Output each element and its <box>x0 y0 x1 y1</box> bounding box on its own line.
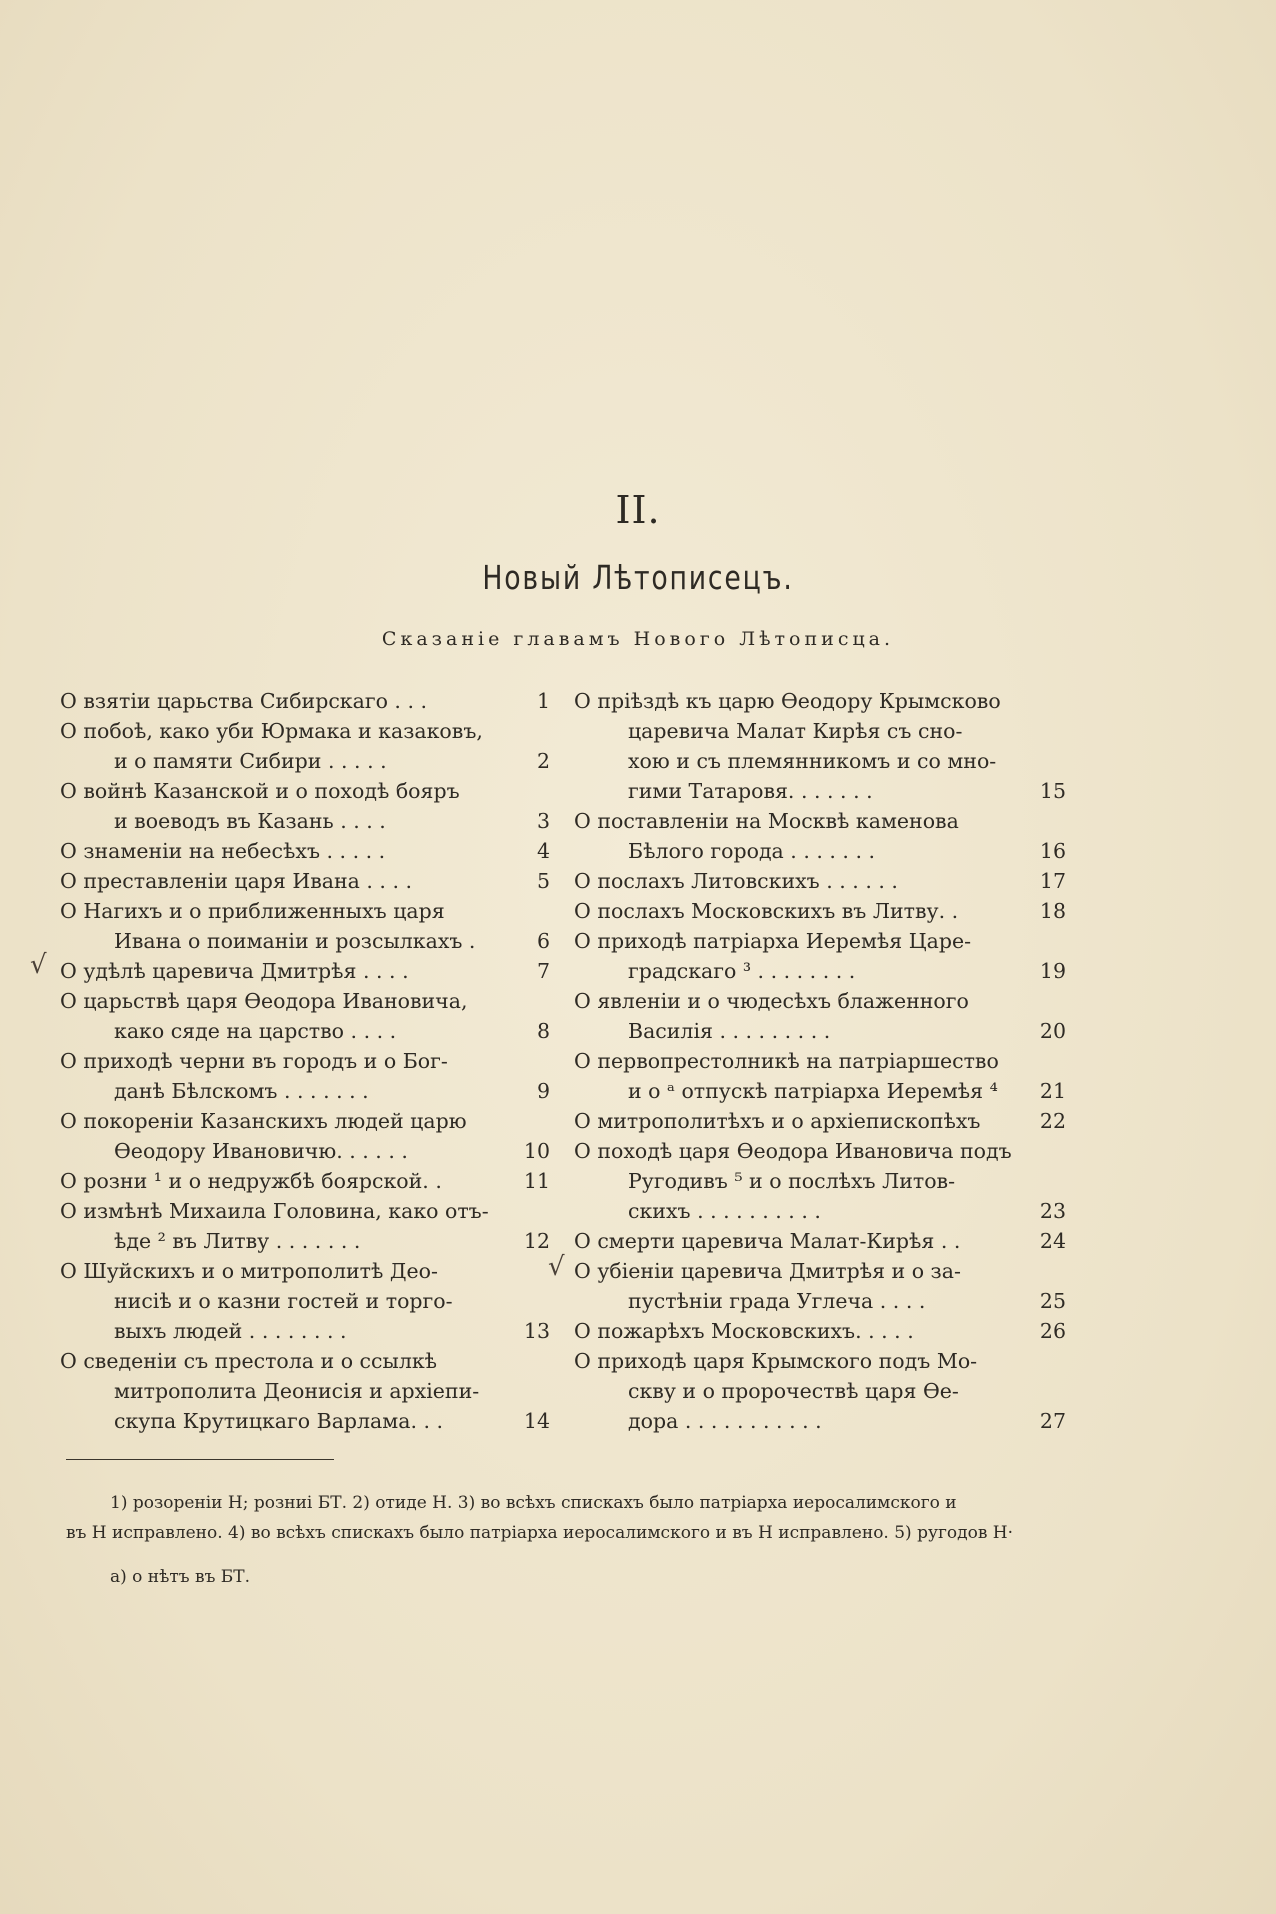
toc-entry-line <box>574 896 1066 926</box>
toc-entry-text: О убіеніи царевича Дмитрѣя и о за- <box>574 1259 961 1283</box>
toc-entry-line <box>60 896 550 926</box>
toc-entry-line <box>60 1016 550 1046</box>
toc-page-number: 15 <box>1039 779 1066 803</box>
toc-page-number: 13 <box>523 1319 550 1343</box>
toc-entry-text: О измѣнѣ Михаила Головина, како отъ- <box>60 1199 489 1223</box>
toc-entry-line <box>574 686 1066 716</box>
toc-entry-line <box>574 866 1066 896</box>
toc-entry-line <box>60 1256 550 1286</box>
toc-entry <box>574 1106 1066 1136</box>
footnote-line-2: въ Н исправлено. 4) во всѣхъ спискахъ было патріарха иеросалимского и въ Н исправлено. 5) ругодов Н· <box>66 1523 1014 1543</box>
toc-page-number: 27 <box>1039 1409 1066 1433</box>
toc-entry <box>574 926 1066 986</box>
toc-entry-line <box>574 1406 1066 1436</box>
toc-entry-text: Василія . . . . . . . . . <box>628 1019 831 1043</box>
toc-entry-text: О митрополитѣхъ и о архіепископѣхъ <box>574 1109 981 1133</box>
toc-entry-line <box>60 1376 550 1406</box>
toc-entry <box>60 1046 550 1106</box>
footnote-line-1: 1) розореніи Н; розниі БТ. 2) отиде Н. 3) во всѣхъ спискахъ было патріарха иеросалимского и <box>110 1493 957 1513</box>
toc-entry <box>574 686 1066 806</box>
toc-entry-text: О знаменіи на небесѣхъ . . . . . <box>60 839 386 863</box>
toc-entry-line <box>574 716 1066 746</box>
toc-page-number: 17 <box>1039 869 1066 893</box>
toc-entry-text: дора . . . . . . . . . . . <box>628 1409 822 1433</box>
toc-entry-line <box>574 1226 1066 1256</box>
toc-entry-text: Ѳеодору Ивановичю. . . . . . <box>114 1139 408 1163</box>
toc-right-column <box>574 686 1066 1436</box>
toc-entry-text: О взятіи царьства Сибирскаго . . . <box>60 689 428 713</box>
toc-entry-line <box>60 716 550 746</box>
toc-entry-text: О приходѣ черни въ городъ и о Бог- <box>60 1049 448 1073</box>
toc-entry-text: скупа Крутицкаго Варлама. . . <box>114 1409 444 1433</box>
toc-entry-text: О преставленіи царя Ивана . . . . <box>60 869 413 893</box>
toc-page-number: 26 <box>1039 1319 1066 1343</box>
toc-entry <box>574 866 1066 896</box>
toc-entry-text: О пріѣздѣ къ царю Ѳеодору Крымсково <box>574 689 1001 713</box>
toc-entry-line <box>60 926 550 956</box>
toc-entry-text: О сведеніи съ престола и о ссылкѣ <box>60 1349 438 1373</box>
toc-page-number: 25 <box>1039 1289 1066 1313</box>
toc-entry-text: хою и съ племянникомъ и со мно- <box>628 749 997 773</box>
chapter-subtitle: Сказаніе главамъ Нового Лѣтописца. <box>381 628 895 650</box>
toc-entry-line <box>574 1076 1066 1106</box>
toc-entry-text: гими Татаровя. . . . . . . <box>628 779 873 803</box>
toc-entry-line <box>60 866 550 896</box>
toc-entry-line <box>574 1136 1066 1166</box>
toc-page-number: 10 <box>523 1139 550 1163</box>
toc-entry <box>574 806 1066 866</box>
toc-page-number: 20 <box>1039 1019 1066 1043</box>
toc-page-number: 18 <box>1039 899 1066 923</box>
toc-page-number: 14 <box>523 1409 550 1433</box>
toc-entry <box>574 986 1066 1046</box>
toc-entry-text: како сяде на царство . . . . <box>114 1019 397 1043</box>
toc-page-number: 22 <box>1039 1109 1066 1133</box>
toc-entry-line <box>574 1376 1066 1406</box>
toc-entry <box>60 1106 550 1166</box>
toc-entry-line <box>60 1076 550 1106</box>
toc-entry-line <box>60 746 550 776</box>
toc-entry <box>574 896 1066 926</box>
toc-entry-text: и воеводъ въ Казань . . . . <box>114 809 386 833</box>
toc-page-number: 5 <box>536 869 550 893</box>
toc-entry-text: О розни ¹ и о недружбѣ боярской. . <box>60 1169 442 1193</box>
toc-entry-text: и о памяти Сибири . . . . . <box>114 749 387 773</box>
toc-page-number: 8 <box>536 1019 550 1043</box>
toc-entry-line <box>60 1196 550 1226</box>
toc-entry-text: скихъ . . . . . . . . . . <box>628 1199 821 1223</box>
toc-entry-text: О царьствѣ царя Ѳеодора Ивановича, <box>60 989 468 1013</box>
toc-entry <box>60 686 550 716</box>
toc-entry-line <box>574 746 1066 776</box>
toc-entry-line <box>60 1316 550 1346</box>
toc-entry-line <box>574 1286 1066 1316</box>
toc-entry-text: О пожарѣхъ Московскихъ. . . . . <box>574 1319 914 1343</box>
toc-entry <box>60 866 550 896</box>
toc-page-number: 11 <box>523 1169 550 1193</box>
toc-entry-text: данѣ Бѣлскомъ . . . . . . . <box>114 1079 369 1103</box>
toc-page-number: 1 <box>536 689 550 713</box>
toc-page-number: 4 <box>536 839 550 863</box>
toc-entry <box>574 1136 1066 1226</box>
toc-entry-text: О поставленіи на Москвѣ каменова <box>574 809 959 833</box>
toc-entry-text: пустѣніи града Углеча . . . . <box>628 1289 926 1313</box>
toc-entry-text: О покореніи Казанскихъ людей царю <box>60 1109 467 1133</box>
toc-entry-text: О явленіи и о чюдесѣхъ блаженного <box>574 989 969 1013</box>
toc-entry-line <box>60 956 550 986</box>
toc-entry-line <box>574 1316 1066 1346</box>
toc-entry-text: Ругодивъ ⁵ и о послѣхъ Литов- <box>628 1169 956 1193</box>
toc-entry-line <box>60 776 550 806</box>
toc-page-number: 9 <box>536 1079 550 1103</box>
toc-entry-line <box>60 836 550 866</box>
toc-page-number: 3 <box>536 809 550 833</box>
toc-entry-line <box>574 1106 1066 1136</box>
toc-entry-line <box>574 1256 1066 1286</box>
toc-entry-line <box>574 836 1066 866</box>
toc-entry <box>60 1196 550 1256</box>
toc-entry-line <box>574 1196 1066 1226</box>
toc-entry-line <box>574 1346 1066 1376</box>
toc-left-column <box>60 686 550 1436</box>
toc-page-number: 7 <box>536 959 550 983</box>
toc-entry-line <box>60 1286 550 1316</box>
toc-entry-line <box>60 686 550 716</box>
toc-entry-line <box>60 986 550 1016</box>
toc-entry <box>60 896 550 956</box>
toc-entry-line <box>574 1016 1066 1046</box>
toc-entry-text: О первопрестолникѣ на патріаршество <box>574 1049 999 1073</box>
toc-entry <box>60 1256 550 1346</box>
toc-page-number: 19 <box>1039 959 1066 983</box>
toc-entry-line <box>60 1226 550 1256</box>
toc-entry-line <box>60 1136 550 1166</box>
chapter-title: Новый Лѣтописецъ. <box>482 558 794 597</box>
toc-entry-text: выхъ людей . . . . . . . . <box>114 1319 347 1343</box>
toc-page-number: 21 <box>1039 1079 1066 1103</box>
section-numeral: II. <box>615 488 661 532</box>
toc-page-number: 6 <box>536 929 550 953</box>
toc-entry-text: Ивана о поиманіи и розсылкахъ . <box>114 929 476 953</box>
toc-entry-text: О послахъ Литовскихъ . . . . . . <box>574 869 898 893</box>
toc-entry <box>60 1346 550 1436</box>
toc-page-number: 2 <box>536 749 550 773</box>
toc-entry-line <box>574 1166 1066 1196</box>
toc-entry <box>60 776 550 836</box>
toc-entry-line <box>574 806 1066 836</box>
toc-entry-text: ѣде ² въ Литву . . . . . . . <box>114 1229 361 1253</box>
footnote-line-3: а) о нѣтъ въ БТ. <box>110 1567 251 1587</box>
toc-entry <box>60 836 550 866</box>
toc-entry-text: О смерти царевича Малат-Кирѣя . . <box>574 1229 961 1253</box>
toc-page-number: 16 <box>1039 839 1066 863</box>
toc-entry <box>60 716 550 776</box>
toc-entry-line <box>574 986 1066 1016</box>
toc-entry-line <box>60 1406 550 1436</box>
toc-entry-line <box>574 926 1066 956</box>
footnotes <box>66 1488 1066 1592</box>
toc-entry <box>60 986 550 1046</box>
toc-page-number: 23 <box>1039 1199 1066 1223</box>
toc-entry-line <box>60 1046 550 1076</box>
toc-entry-text: О Нагихъ и о приближенныхъ царя <box>60 899 445 923</box>
toc-entry-line <box>574 776 1066 806</box>
toc-entry-line <box>574 1046 1066 1076</box>
toc-entry-text: О удѣлѣ царевича Дмитрѣя . . . . <box>60 959 409 983</box>
toc-entry <box>574 1046 1066 1106</box>
toc-entry <box>574 1346 1066 1436</box>
toc-entry-text: О походѣ царя Ѳеодора Ивановича подъ <box>574 1139 1012 1163</box>
toc-entry-text: О приходѣ патріарха Иеремѣя Царе- <box>574 929 972 953</box>
toc-entry-text: митрополита Деонисія и архіепи- <box>114 1379 480 1403</box>
toc-entry <box>60 1166 550 1196</box>
check-mark-left: √ <box>30 950 47 980</box>
toc-entry-text: О побоѣ, како уби Юрмака и казаковъ, <box>60 719 483 743</box>
toc-entry-text: скву и о пророчествѣ царя Ѳе- <box>628 1379 959 1403</box>
toc-entry-text: О войнѣ Казанской и о походѣ бояръ <box>60 779 460 803</box>
toc-entry-text: нисіѣ и о казни гостей и торго- <box>114 1289 453 1313</box>
toc-entry <box>60 956 550 986</box>
check-mark-right: √ <box>548 1252 565 1282</box>
toc-entry-line <box>574 956 1066 986</box>
toc-entry-text: О послахъ Московскихъ въ Литву. . <box>574 899 959 923</box>
toc-entry-text: и о ᵃ отпускѣ патріарха Иеремѣя ⁴ <box>628 1079 998 1103</box>
toc-entry <box>574 1256 1066 1316</box>
toc-entry-text: Бѣлого города . . . . . . . <box>628 839 876 863</box>
toc-entry-text: О приходѣ царя Крымского подъ Мо- <box>574 1349 978 1373</box>
toc-entry-line <box>60 1346 550 1376</box>
toc-entry <box>574 1316 1066 1346</box>
toc-entry-line <box>60 1166 550 1196</box>
toc-page-number: 24 <box>1039 1229 1066 1253</box>
toc-entry-line <box>60 806 550 836</box>
toc-entry-line <box>60 1106 550 1136</box>
toc-entry-text: царевича Малат Кирѣя съ сно- <box>628 719 963 743</box>
footnote-divider <box>66 1459 334 1460</box>
toc-entry-text: градскаго ³ . . . . . . . . <box>628 959 856 983</box>
toc-entry <box>574 1226 1066 1256</box>
toc-entry-text: О Шуйскихъ и о митрополитѣ Део- <box>60 1259 438 1283</box>
toc-page-number: 12 <box>523 1229 550 1253</box>
